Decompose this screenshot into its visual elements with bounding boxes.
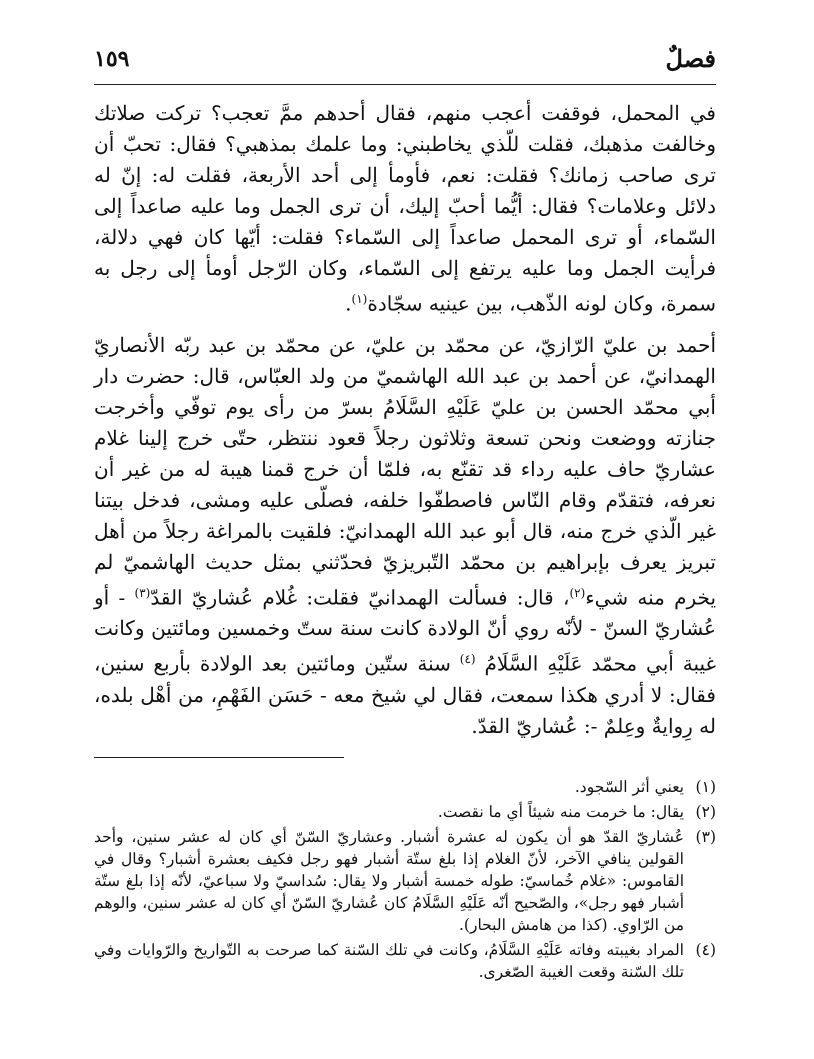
footnote-separator — [94, 757, 344, 758]
paragraph-2-text-d: سنة ستّين ومائتين بعد الولادة بأربع سنين، فقال: لا أدري هكذا سمعت، فقال لي شيخ معه - حَسَن الفَهْمِ، من أهْل بلده، له رِوايةٌ وعِلمٌ -: عُشاريّ القدّ. — [94, 651, 716, 738]
paragraph-2-text-b: ، قال: فسألت الهمدانيّ فقلت: غُلام عُشاريّ القدّ — [150, 585, 570, 610]
main-text — [94, 98, 716, 752]
chapter-title: فصلٌ — [665, 44, 716, 73]
footnote-ref-3: (٣) — [134, 585, 151, 600]
footnote-number: (٤) — [695, 941, 716, 959]
page-number: ١٥٩ — [94, 46, 130, 72]
footnote-4 — [94, 939, 716, 983]
footnotes — [94, 776, 716, 986]
paragraph-1-end: . — [345, 291, 352, 316]
footnote-2 — [94, 801, 716, 823]
paragraph-2-text-c: - أو عُشاريّ السنّ - لأنّه روي أنّ الولادة كانت سنة ستّ وخمسين ومائتين وكانت غيبة أبي محمّد عَلَيْهِ السَّلَامُ — [94, 585, 716, 676]
footnote-text: عُشاريّ القدّ هو أن يكون له عشرة أشبار. وعشاريّ السّنّ أي كان له عشر سنين، وأحد القولين ينافي الآخر، لأنّ الغلام إذا بلغ ستّة أشبار فهو رجل فكيف بعشرة أشبار؟ وقال في القاموس: «غلام خُماسيّ: طوله خمسة أشبار ولا يقال: سُداسيّ ولا سباعيّ، لأنّه إذا بلغ ستّة أشبار فهو رجل»، والصّحيح أنّه عَلَيْهِ السَّلَامُ كان عُشاريّ السّنّ أي كان له عشر سنين، والوهم من الرّاوي. (كذا من هامش البحار). — [94, 828, 684, 934]
footnote-ref-4: (٤) — [459, 652, 476, 667]
footnote-text: يقال: ما خرمت منه شيئاً أي ما نقصت. — [437, 803, 684, 821]
footnote-1 — [94, 776, 716, 798]
paragraph-1 — [94, 98, 716, 320]
header-rule — [94, 84, 716, 85]
footnote-ref-2: (٢) — [569, 585, 586, 600]
paragraph-2 — [94, 330, 716, 742]
footnote-text: المراد بغيبته وفاته عَلَيْهِ السَّلَامُ، وكانت في تلك السّنة كما صرحت به التّواريخ والرّوايات وفي تلك السّنة وقعت الغيبة الصّغرى. — [94, 941, 684, 981]
footnote-number: (٣) — [695, 828, 716, 846]
footnote-number: (١) — [695, 778, 716, 796]
paragraph-1-text: في المحمل، فوقفت أعجب منهم، فقال أحدهم ممَّ تعجب؟ تركت صلاتك وخالفت مذهبك، فقلت للّذي يخاطبني: وما علمك بمذهبي؟ فقال: تحبّ أن ترى صاحب زمانك؟ فقلت: نعم، فأومأ إلى أحد الأربعة، فقلت له: إنّ له دلائل وعلامات؟ فقال: أيُّما أحبّ إليك، أن ترى الجمل وما عليه صاعداً إلى السّماء، أو ترى المحمل صاعداً إلى السّماء؟ فقلت: أيّها كان فهي دلالة، فرأيت الجمل وما عليه يرتفع إلى السّماء، وكان الرّجل أومأ إلى رجل به سمرة، وكان لونه الذّهب، بين عينيه سجّادة — [94, 101, 716, 316]
page-header — [94, 40, 716, 74]
paragraph-2-text-a: أحمد بن عليّ الرّازيّ، عن محمّد بن عليّ، عن محمّد بن عبد ربّه الأنصاريّ الهمدانيّ، عن أحمد بن عبد الله الهاشميّ من ولد العبّاس، قال: حضرت دار أبي محمّد الحسن بن عليّ عَلَيْهِ السَّلَامُ بسرّ من رأى يوم توفّي وأخرجت جنازته ووضعت ونحن تسعة وثلاثون رجلاً قعود ننتظر، حتّى خرج إلينا غلام عشاريّ حاف عليه رداء قد تقنّع به، فلمّا أن خرج قمنا هيبة له من غير أن نعرفه، فتقدّم وقام النّاس فاصطفّوا خلفه، فصلّى عليه ومشى، فدخل بيتنا غير الّذي خرج منه، قال أبو عبد الله الهمدانيّ: فلقيت بالمراغة رجلاً من أهل تبريز يعرف بإبراهيم بن محمّد التّبريزيّ فحدّثني بمثل حديث الهاشميّ لم يخرم منه شيء — [94, 332, 717, 610]
footnote-text: يعني أثر السّجود. — [574, 778, 684, 796]
footnote-number: (٢) — [695, 803, 716, 821]
footnote-ref-1: (١) — [351, 292, 368, 306]
footnote-3 — [94, 826, 716, 936]
book-page — [94, 40, 716, 1040]
